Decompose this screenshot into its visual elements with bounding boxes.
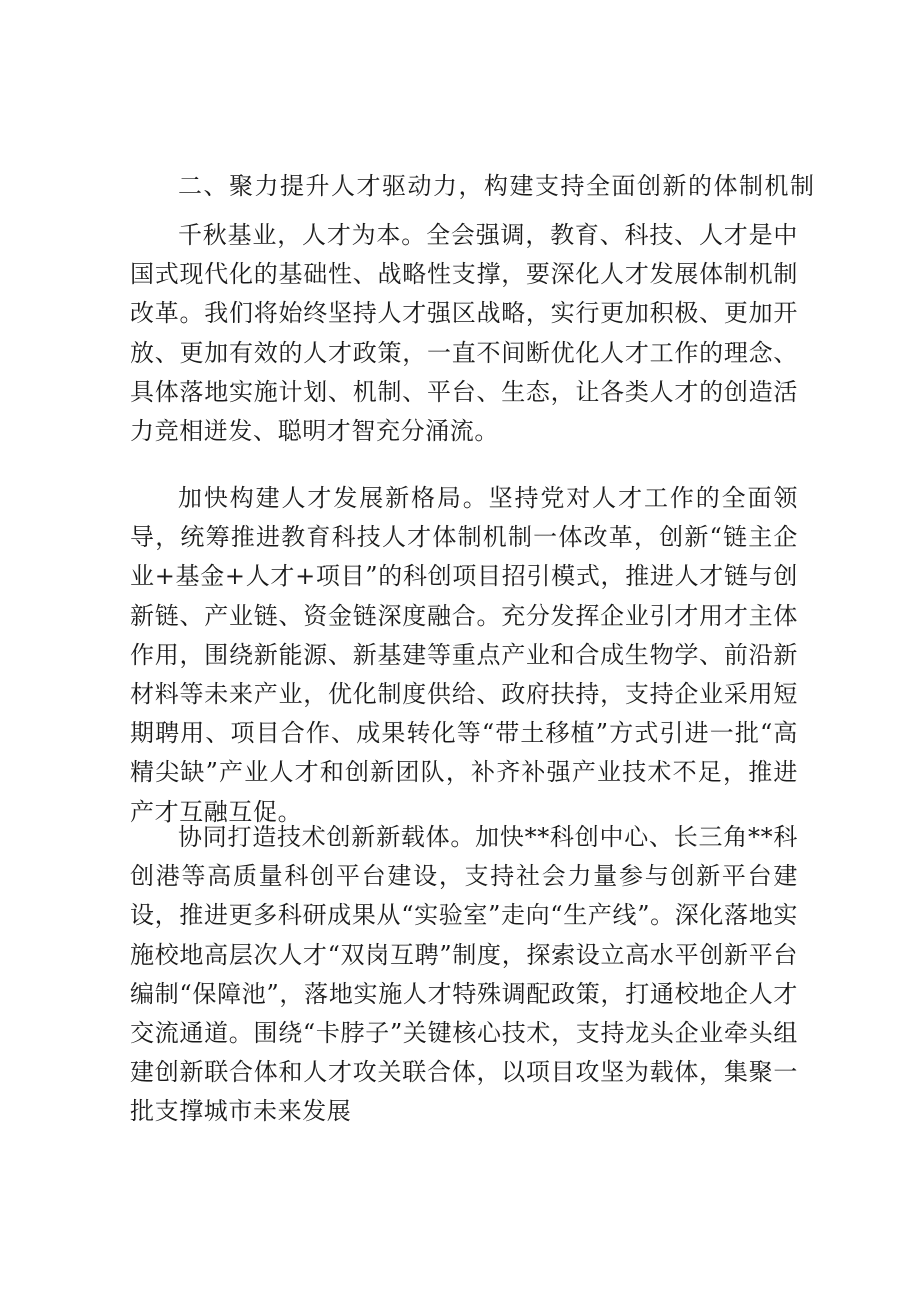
paragraph-talent-foundation: 千秋基业，人才为本。全会强调，教育、科技、人才是中国式现代化的基础性、战略性支撑，要深化人才发展体制机制改革。我们将始终坚持人才强区战略，实行更加积极、更加开放、更加有效的人才政策，一直不间断优化人才工作的理念、具体落地实施计划、机制、平台、生态，让各类人才的创造活力竞相迸发、聪明才智充分涌流。 — [130, 221, 798, 446]
paragraph-talent-development-pattern: 加快构建人才发展新格局。坚持党对人才工作的全面领导，统筹推进教育科技人才体制机制一体改革，创新“链主企业+基金+人才+项目”的科创项目招引模式，推进人才链与创新链、产业链、资金链深度融合。充分发挥企业引才用才主体作用，围绕新能源、新基建等重点产业和合成生物学、前沿新材料等未来产业，优化制度供给、政府扶持，支持企业采用短期聘用、项目合作、成果转化等“带土移植”方式引进一批“高精尖缺”产业人才和创新团队，补齐补强产业技术不足，推进产才互融互促。 — [130, 484, 798, 826]
paragraph-innovation-carrier: 协同打造技术创新新载体。加快**科创中心、长三角**科创港等高质量科创平台建设，支持社会力量参与创新平台建设，推进更多科研成果从“实验室”走向“生产线”。深化落地实施校地高层次人才“双岗互聘”制度，探索设立高水平创新平台编制“保障池”，落地实施人才特殊调配政策，打通校地企人才交流通道。围绕“卡脖子”关键核心技术，支持龙头企业牵头组建创新联合体和人才攻关联合体，以项目攻坚为载体，集聚一批支撑城市未来发展 — [130, 823, 798, 1126]
section-heading: 二、聚力提升人才驱动力，构建支持全面创新的体制机制 — [178, 172, 816, 200]
